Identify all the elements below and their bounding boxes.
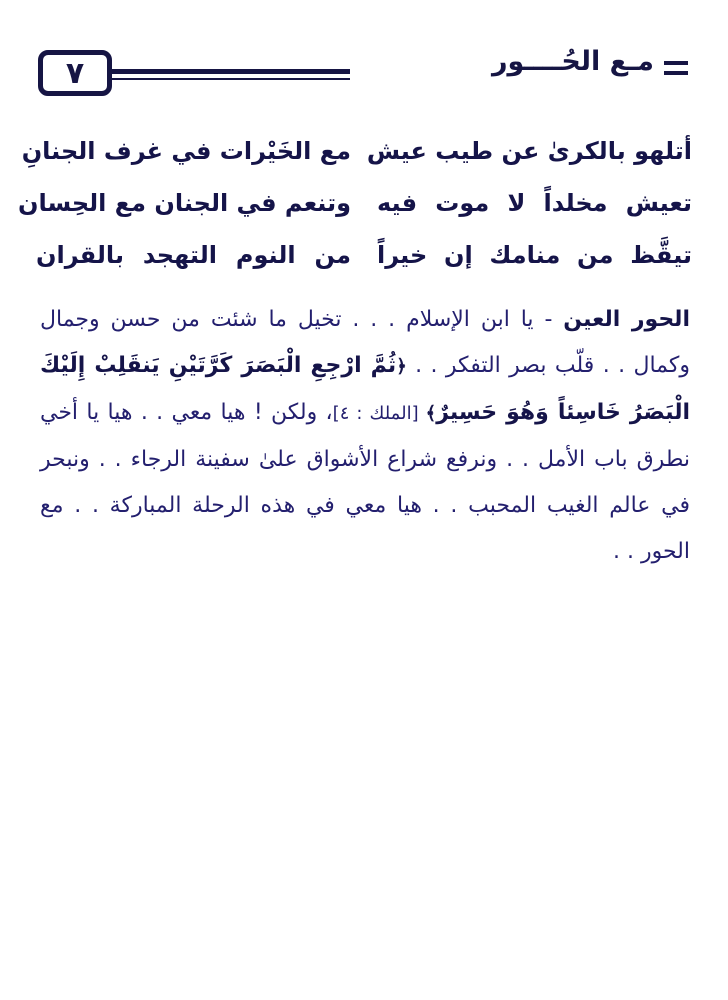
quran-verse: ثُمَّ ارْجِعِ الْبَصَرَ كَرَّتَيْنِ يَنقَلِبْ إِلَيْكَ الْبَصَرُ خَاسِئاً وَهُوَ حَسِيرٌ <box>40 353 690 425</box>
verse-second-hemistich: مع الخَيْرات في غرف الجنانِ <box>21 137 351 165</box>
poem-verse <box>36 229 692 281</box>
verse-second-hemistich: وتنعم في الجنان مع الحِسان <box>17 189 351 217</box>
poem-verse <box>21 125 692 177</box>
page-number: ٧ <box>38 50 112 96</box>
header-dash-mark <box>664 71 688 75</box>
header-dash-mark <box>664 61 688 65</box>
page-header <box>38 44 688 104</box>
quran-open-bracket: ﴿ <box>396 356 407 377</box>
poem <box>17 125 692 281</box>
poem-verse <box>17 177 692 229</box>
verse-first-hemistich: تيقَّظ من منامك إن خيراً <box>377 241 692 269</box>
running-title: مـع الحُــــور <box>491 46 654 77</box>
quran-citation: [الملك : ٤] <box>332 403 426 424</box>
body-text: - يا ابن الإسلام . . . تخيل ما شئت من حسن وجمال وكمال . . قلّب بصر التفكر . . <box>40 307 690 378</box>
verse-first-hemistich: أتلهو بالكرىٰ عن طيب عيش <box>366 137 692 165</box>
body-text: ، ولكن ! هيا معي . . هيا يا أخي نطرق باب الأمل . . ونرفع شراع الأشواق علىٰ سفينة الرجاء . . ونبحر في عالم الغيب المحبب . . هيا معي في هذه الرحلة المباركة . . مع الحور . . <box>40 400 690 564</box>
header-rule-thick <box>110 69 350 74</box>
section-lead: الحور العين <box>563 307 690 332</box>
verse-second-hemistich: من النوم التهجد بالقران <box>36 241 351 269</box>
header-rule-thin <box>110 78 350 80</box>
body-paragraph <box>40 297 690 575</box>
verse-first-hemistich: تعيش مخلداً لا موت فيه <box>377 189 692 217</box>
quran-close-bracket: ﴾ <box>425 403 437 424</box>
